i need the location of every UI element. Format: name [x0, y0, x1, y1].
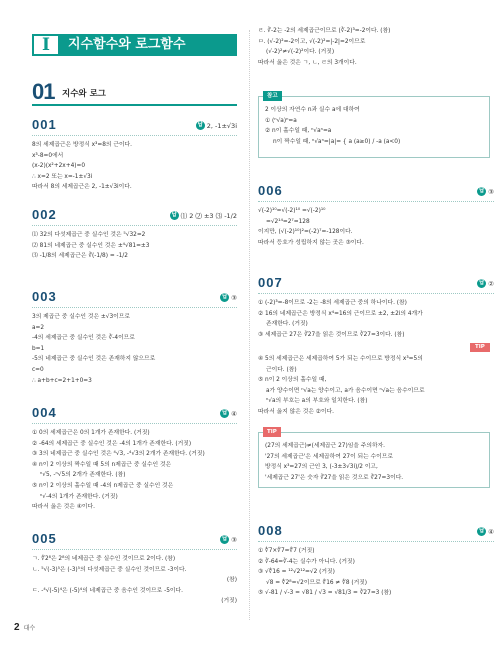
- question-007: [258, 276, 494, 340]
- solution-line: ⑤ n이 2 이상의 홀수일 때,: [258, 377, 327, 384]
- answer-badge-icon: 답: [222, 294, 228, 300]
- solution-line: ㄱ. ∜2⁸은 2⁸의 네제곱근 중 실수인 것이므로 2이다. (참): [32, 556, 176, 562]
- question-number: 004: [32, 405, 57, 420]
- question-number: 006: [258, 183, 283, 198]
- answer: [477, 187, 494, 197]
- solution-line: x³-8=0에서: [32, 152, 64, 159]
- solution-line: 따라서 옳지 않은 것은 ②이다.: [258, 408, 335, 415]
- solution-line: ⑤ n이 2 이상의 홀수일 때 -4의 n제곱근 중 실수인 것은: [32, 482, 174, 489]
- solution-line: ② ∛-64=∛-4는 실수가 아니다. (거짓): [258, 558, 355, 565]
- solution: [32, 550, 237, 607]
- solution-line: ㄷ. -⁴√(-5)⁴은 (-5)⁴의 네제곱근 중 음수인 것이므로 -5이다.: [32, 587, 183, 594]
- solution-line: ⑶ -1/8의 세제곱근은 ∛(-1/8) = -1/2: [32, 253, 128, 260]
- solution-line: ⑴ 32의 다섯제곱근 중 실수인 것은 ⁵√32=2: [32, 232, 146, 238]
- question-006: [258, 184, 494, 248]
- solution-line: a=2: [32, 324, 45, 331]
- solution-line: √8 = ∜2⁸=√2이므로 ∜16 ≠ ∜8 (거짓): [266, 579, 368, 586]
- solution-line: a가 양수이면 ⁿ√a는 양수이고, a가 음수이면 ⁿ√a는 음수이므로: [266, 387, 425, 394]
- question-001: [32, 118, 237, 193]
- solution-line: (√-2)²≠√(-2)²이다. (거짓): [266, 49, 335, 56]
- answer-badge-icon: 답: [171, 212, 177, 218]
- answer-text: ③: [488, 188, 494, 196]
- solution-line: ⁿ√a의 부호는 a의 부호와 일치한다. (참): [266, 398, 368, 405]
- answer: [220, 293, 237, 303]
- chapter-banner: [32, 34, 237, 56]
- chapter-title: 지수함수와 로그함수: [68, 37, 186, 52]
- solution-line: 존재한다. (거짓): [266, 321, 308, 328]
- solution-line: ① 0의 세제곱근은 0의 1개가 존재한다. (거짓): [32, 430, 150, 436]
- solution-line: ① ∜7×∜7=∜7 (거짓): [258, 548, 315, 554]
- page-footer: [14, 622, 35, 635]
- answer-text: ④: [231, 410, 237, 418]
- question-number: 005: [32, 531, 57, 546]
- question-header: [32, 532, 237, 550]
- question-004: [32, 406, 237, 513]
- solution-line: 3의 제곱근 중 실수인 것은 ±√3이므로: [32, 314, 130, 320]
- note-box: [258, 93, 490, 158]
- solution-line: 따라서 8의 세제곱근은 2, -1±√3i이다.: [32, 184, 132, 191]
- solution: [258, 294, 494, 340]
- question-007-continued: [258, 354, 494, 418]
- solution-line: ③ 세제곱근 27은 ∛27을 읽은 것이므로 ∛27=3이다. (참): [258, 331, 405, 338]
- solution-line: ⁿ√-4의 1개가 존재한다. (거짓): [40, 493, 118, 500]
- solution-line: ㄹ. ∛-2는 -2의 세제곱근이므로 (∛-2)³=-2이다. (참): [258, 28, 391, 34]
- answer-text: 2, -1±√3i: [206, 122, 237, 130]
- question-number: 002: [32, 207, 57, 222]
- tip-box: [258, 429, 490, 488]
- solution: [258, 542, 494, 599]
- solution-line: ⁿ√5, -ⁿ√5의 2개가 존재한다. (참): [40, 472, 126, 479]
- answer: [477, 279, 494, 289]
- subject-label: 대수: [23, 625, 36, 632]
- answer: [220, 535, 237, 545]
- solution-line: 근이다. (참): [266, 366, 297, 373]
- tip-line: 방정식 x³=27의 근인 3, (-3±3√3i)/2 이고,: [265, 464, 378, 471]
- question-002: [32, 208, 237, 262]
- solution-line: ① (-2)³=-8이므로 -2는 -8의 세제곱근 중의 하나이다. (참): [258, 300, 407, 306]
- answer-text: ④: [488, 528, 494, 536]
- answer: [220, 409, 237, 419]
- question-number: 001: [32, 117, 57, 132]
- question-number: 007: [258, 275, 283, 290]
- solution-line: 따라서 옳은 것은 ④이다.: [32, 504, 95, 511]
- tip-line: '세제곱근 27'은 숫자 ∛27을 읽은 것으로 ∛27=3이다.: [265, 474, 404, 481]
- solution-line: =√2¹⁴=2⁷=128: [266, 218, 310, 225]
- solution-line: ㄴ. ⁵√(-3)⁵은 (-3)⁵의 다섯제곱근 중 실수인 것이므로 -3이다.: [32, 566, 187, 573]
- answer-badge-icon: 답: [222, 536, 228, 542]
- answer: [477, 527, 494, 537]
- solution: [32, 136, 237, 193]
- question-header: [258, 524, 494, 542]
- tip-line: (27의 세제곱근)≠(세제곱근 27)임을 주의하자.: [265, 443, 386, 449]
- solution-line: ㅁ. (√-2)²=-2이고, √(-2)²=|-2|=2이므로: [258, 38, 366, 45]
- note-line: ① (ⁿ√a)ⁿ=a: [265, 117, 297, 124]
- question-number: 003: [32, 289, 57, 304]
- question-header: [32, 208, 237, 226]
- solution-line: 따라서 옳은 것은 ㄱ, ㄴ, ㄹ의 3개이다.: [258, 59, 357, 66]
- solution-line: ② -64의 세제곱근 중 실수인 것은 -4의 1개가 존재한다. (거짓): [32, 440, 192, 447]
- page-number: 2: [14, 622, 20, 633]
- solution-line: -5의 네제곱근 중 실수인 것은 존재하지 않으므로: [32, 356, 156, 363]
- solution-line: ⑵ 81의 네제곱근 중 실수인 것은 ±⁴√81=±3: [32, 242, 150, 249]
- question-header: [32, 290, 237, 308]
- tip-tag: TIP: [263, 427, 281, 437]
- solution-line: 따라서 등호가 성립하지 않는 곳은 ③이다.: [258, 239, 364, 246]
- solution-line: (거짓): [221, 598, 237, 605]
- solution-line: ③ 3의 네제곱근 중 실수인 것은 ⁴√3, -⁴√3의 2개가 존재한다. (거짓): [32, 451, 205, 458]
- solution: [258, 202, 494, 248]
- note-line: ② n이 홀수일 때, ⁿ√aⁿ=a: [265, 128, 332, 135]
- answer-badge-icon: 답: [479, 188, 485, 194]
- solution: [32, 424, 237, 513]
- left-column: [0, 0, 247, 652]
- chapter-roman-numeral: I: [32, 34, 60, 56]
- question-003: [32, 290, 237, 386]
- solution-line: (x-2)(x²+2x+4)=0: [32, 163, 86, 170]
- question-header: [32, 406, 237, 424]
- answer-text: ③: [231, 294, 237, 302]
- note-line: 2 이상의 자연수 n과 실수 a에 대하여: [265, 107, 360, 113]
- section-header: [32, 79, 237, 106]
- solution-line: 이지만, (√(-2)¹⁰)²=(-2)⁷=-128이다.: [258, 229, 353, 236]
- answer-text: ⑴ 2 ⑵ ±3 ⑶ -1/2: [180, 212, 237, 220]
- answer-text: ②: [488, 280, 494, 288]
- section-title: 지수와 로그: [62, 89, 107, 99]
- solution-line: √(-2)¹⁰=√(-2)¹⁰ =√(-2)¹⁰: [258, 208, 326, 214]
- answer-badge-icon: 답: [222, 410, 228, 416]
- solution-line: ④ 5의 세제곱근은 세제곱하여 5가 되는 수이므로 방정식 x³=5의: [258, 356, 423, 362]
- question-005-continued: [258, 26, 494, 68]
- question-005: [32, 532, 237, 607]
- right-column: [252, 0, 500, 652]
- note-line: n이 짝수일 때, ⁿ√aⁿ=|a|= { a (a≥0) / -a (a<0): [273, 138, 401, 145]
- tip-line: '27의 세제곱근'은 세제곱하여 27이 되는 수이므로: [265, 453, 393, 460]
- answer-badge-icon: 답: [479, 528, 485, 534]
- solution: [32, 226, 237, 262]
- answer: [196, 121, 237, 131]
- solution-line: -4의 세제곱근 중 실수인 것은 ∛-4이므로: [32, 335, 135, 342]
- column-divider: [249, 30, 250, 620]
- solution-line: (참): [226, 577, 237, 584]
- answer: [170, 211, 237, 221]
- solution-line: c=0: [32, 366, 44, 373]
- question-header: [258, 184, 494, 202]
- solution-line: ③ √∜16 = ¹²√2¹²=√2 (거짓): [258, 569, 335, 576]
- question-number: 008: [258, 523, 283, 538]
- solution-line: ④ n이 2 이상의 짝수일 때 5의 n제곱근 중 실수인 것은: [32, 461, 172, 468]
- question-header: [32, 118, 237, 136]
- solution-line: 8의 세제곱근은 방정식 x³=8의 근이다.: [32, 142, 132, 148]
- solution-line: ∴ x=2 또는 x=-1±√3i: [32, 173, 93, 180]
- solution-line: b=1: [32, 345, 45, 352]
- question-header: [258, 276, 494, 294]
- answer-badge-icon: 답: [197, 122, 203, 128]
- solution-line: ⑤ √-81 / √-3 = √81 / √3 = √81/3 = ∛27=3 (참): [258, 590, 392, 597]
- section-number: 01: [32, 79, 55, 104]
- question-008: [258, 524, 494, 599]
- solution-line: ② 16의 네제곱근은 방정식 x⁴=16의 근이므로 ±2, ±2i의 4개가: [258, 310, 423, 317]
- solution-line: ∴ a+b+c=2+1+0=3: [32, 377, 92, 384]
- tip-marker: TIP: [470, 343, 490, 352]
- answer-badge-icon: 답: [479, 280, 485, 286]
- solution: [32, 308, 237, 386]
- note-tag: 참고: [263, 91, 282, 101]
- answer-text: ③: [231, 536, 237, 544]
